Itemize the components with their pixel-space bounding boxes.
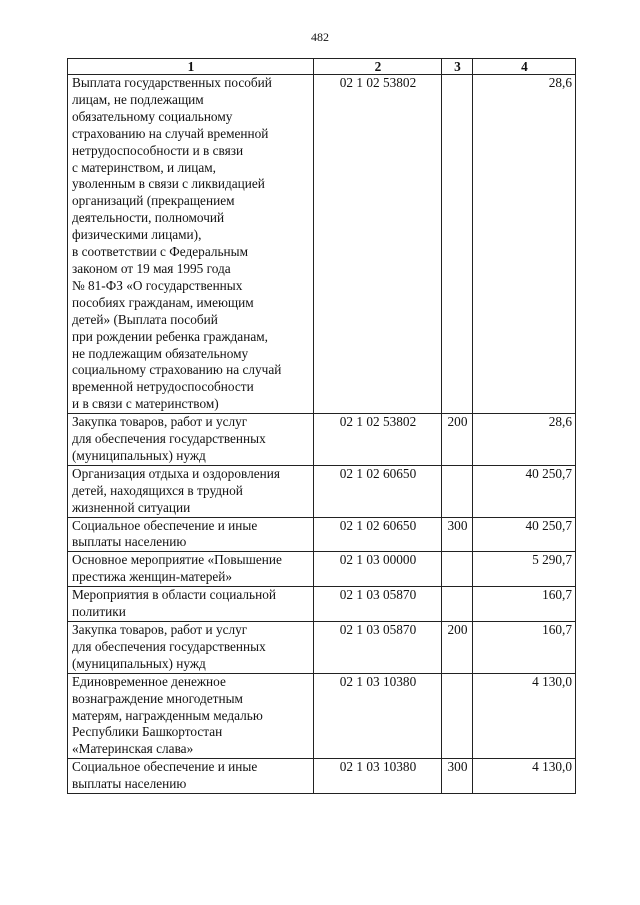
row-code: 02 1 02 60650 <box>314 465 442 517</box>
row-name: Социальное обеспечение и иные выплаты населению <box>68 759 314 794</box>
table-header <box>68 59 576 75</box>
row-amount: 4 130,0 <box>473 673 576 759</box>
row-code: 02 1 03 10380 <box>314 759 442 794</box>
row-name: Выплата государственных пособий лицам, не подлежащим обязательному социальному страхованию на случай временной нетрудоспособности и в связи с материнством, и лицам, уволенным в связи с ликвидацией организаций (прекращением деятельности, полномочий физическими лицами), в соответствии с Федеральным законом от 19 мая 1995 года № 81-ФЗ «О государственных пособиях гражданам, имеющим детей» (Выплата пособий при рождении ребенка гражданам, не подлежащим обязательному социальному страхованию на случай временной нетрудоспособности и в связи с материнством) <box>68 75 314 414</box>
row-code: 02 1 03 00000 <box>314 552 442 587</box>
row-name: Закупка товаров, работ и услуг для обеспечения государственных (муниципальных) нужд <box>68 414 314 466</box>
row-expense-type: 200 <box>442 622 473 674</box>
row-name: Основное мероприятие «Повышение престижа женщин-матерей» <box>68 552 314 587</box>
page-number: 482 <box>311 30 329 44</box>
row-expense-type: 300 <box>442 517 473 552</box>
row-amount: 40 250,7 <box>473 465 576 517</box>
header-col-4: 4 <box>473 59 576 75</box>
table-row <box>68 587 576 622</box>
row-code: 02 1 02 60650 <box>314 517 442 552</box>
row-expense-type <box>442 587 473 622</box>
header-col-1: 1 <box>68 59 314 75</box>
table-row <box>68 465 576 517</box>
row-code: 02 1 03 05870 <box>314 587 442 622</box>
row-amount: 4 130,0 <box>473 759 576 794</box>
table-row <box>68 759 576 794</box>
table-row <box>68 622 576 674</box>
budget-table <box>67 58 576 794</box>
table-body <box>68 75 576 794</box>
row-expense-type: 300 <box>442 759 473 794</box>
row-expense-type <box>442 673 473 759</box>
row-expense-type <box>442 75 473 414</box>
row-name: Организация отдыха и оздоровления детей, находящихся в трудной жизненной ситуации <box>68 465 314 517</box>
row-code: 02 1 02 53802 <box>314 75 442 414</box>
table-row <box>68 552 576 587</box>
header-col-3: 3 <box>442 59 473 75</box>
row-code: 02 1 03 10380 <box>314 673 442 759</box>
row-name: Закупка товаров, работ и услуг для обеспечения государственных (муниципальных) нужд <box>68 622 314 674</box>
row-amount: 40 250,7 <box>473 517 576 552</box>
row-amount: 28,6 <box>473 414 576 466</box>
header-col-2: 2 <box>314 59 442 75</box>
row-amount: 160,7 <box>473 587 576 622</box>
table-row <box>68 517 576 552</box>
row-amount: 5 290,7 <box>473 552 576 587</box>
header-row <box>68 59 576 75</box>
row-expense-type <box>442 465 473 517</box>
row-amount: 160,7 <box>473 622 576 674</box>
table-row <box>68 673 576 759</box>
row-code: 02 1 03 05870 <box>314 622 442 674</box>
row-expense-type <box>442 552 473 587</box>
row-name: Мероприятия в области социальной политики <box>68 587 314 622</box>
row-expense-type: 200 <box>442 414 473 466</box>
row-name: Единовременное денежное вознаграждение многодетным матерям, награжденным медалью Республики Башкортостан «Материнская слава» <box>68 673 314 759</box>
table-row <box>68 75 576 414</box>
row-amount: 28,6 <box>473 75 576 414</box>
row-code: 02 1 02 53802 <box>314 414 442 466</box>
row-name: Социальное обеспечение и иные выплаты населению <box>68 517 314 552</box>
table-row <box>68 414 576 466</box>
